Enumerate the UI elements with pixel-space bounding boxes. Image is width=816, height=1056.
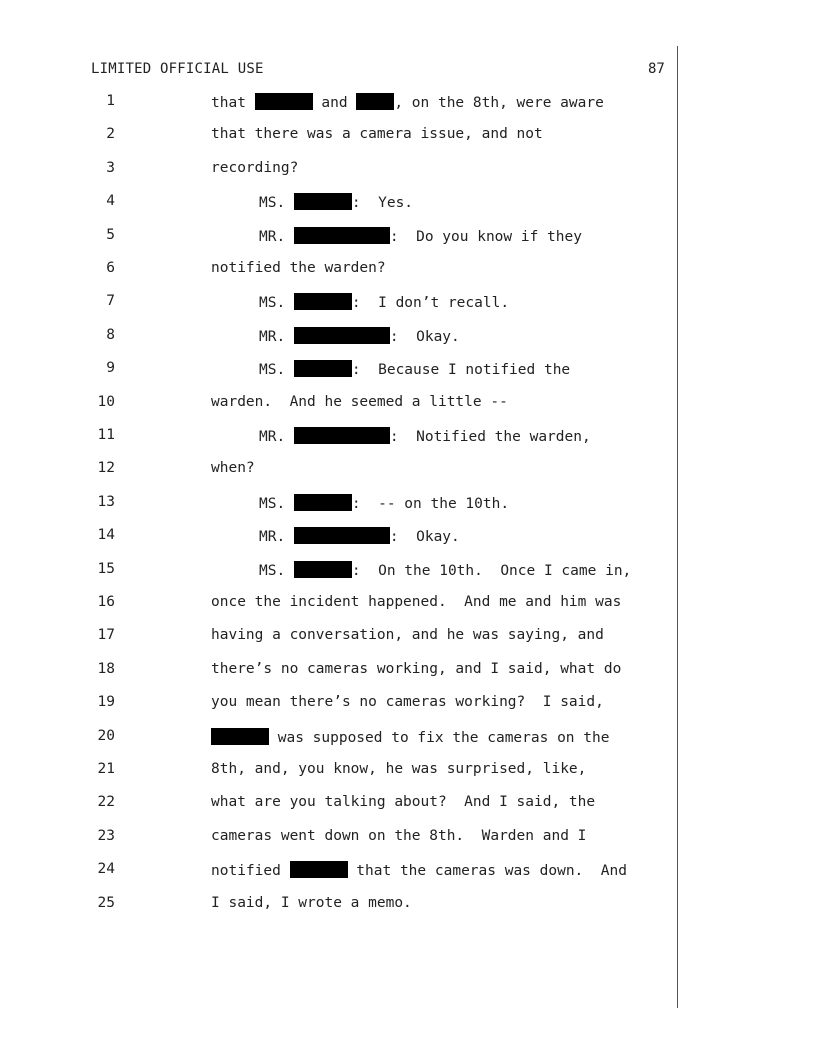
line-number: 20 <box>97 727 115 744</box>
transcript-line <box>0 794 680 816</box>
transcript-line <box>0 160 680 182</box>
line-text <box>211 627 604 643</box>
transcript-line <box>0 360 680 382</box>
text-segment: : Yes. <box>351 195 414 212</box>
redaction-box <box>294 494 352 511</box>
transcript-line <box>0 327 680 349</box>
page-header-label: LIMITED OFFICIAL USE <box>91 61 264 77</box>
redaction-box <box>294 293 352 310</box>
transcript-line <box>0 861 680 883</box>
text-segment: : On the 10th. Once I came in, <box>351 562 632 579</box>
line-text <box>211 126 543 142</box>
line-number: 22 <box>97 794 115 811</box>
line-number: 11 <box>97 427 115 443</box>
line-text <box>211 661 621 677</box>
transcript-line <box>0 561 680 583</box>
transcript-line <box>0 828 680 850</box>
line-text <box>259 527 460 545</box>
text-segment: : Do you know if they <box>389 228 582 245</box>
line-number: 8 <box>106 326 115 343</box>
transcript-line <box>0 728 680 750</box>
line-number: 17 <box>97 627 115 644</box>
line-text <box>259 561 631 579</box>
text-segment: MS. <box>259 195 294 212</box>
text-segment: MR. <box>259 328 294 345</box>
line-number: 18 <box>97 660 115 677</box>
line-number: 13 <box>97 493 115 510</box>
line-text <box>211 895 412 911</box>
transcript-line <box>0 293 680 315</box>
line-text <box>211 594 621 610</box>
line-number: 10 <box>97 393 115 410</box>
redaction-box <box>255 93 313 110</box>
transcript-line <box>0 427 680 449</box>
line-text <box>211 761 586 777</box>
text-segment: MR. <box>259 529 294 546</box>
line-text <box>211 828 586 844</box>
text-segment: : I don’t recall. <box>351 295 510 312</box>
transcript-line <box>0 494 680 516</box>
line-number: 25 <box>97 894 115 911</box>
line-text <box>211 460 255 476</box>
transcript-line <box>0 661 680 683</box>
text-segment: having a conversation, and he was saying, and <box>211 627 604 644</box>
line-number: 24 <box>97 861 115 878</box>
redaction-box <box>294 360 352 377</box>
redaction-box <box>294 193 352 210</box>
line-number: 12 <box>97 460 115 477</box>
text-segment: MS. <box>259 295 294 312</box>
line-number: 23 <box>97 827 115 844</box>
text-segment: 8th, and, you know, he was surprised, like, <box>211 761 587 777</box>
transcript-line <box>0 227 680 249</box>
line-text <box>211 260 386 276</box>
text-segment: : Okay. <box>389 328 460 345</box>
line-text <box>259 227 582 245</box>
text-segment: MS. <box>259 562 294 579</box>
text-segment: notified <box>211 863 290 880</box>
text-segment: I said, I wrote a memo. <box>211 894 412 911</box>
line-number: 4 <box>106 193 115 210</box>
text-segment: cameras went down on the 8th. Warden and I <box>211 827 587 844</box>
line-text <box>211 93 604 111</box>
line-text <box>259 327 460 345</box>
transcript-line <box>0 627 680 649</box>
line-number: 5 <box>106 226 115 243</box>
line-number: 7 <box>106 293 115 310</box>
redaction-box <box>211 728 269 745</box>
text-segment: MS. <box>259 495 294 512</box>
redaction-box <box>294 427 390 444</box>
line-number: 19 <box>97 694 115 711</box>
line-text <box>211 160 298 176</box>
text-segment: that the cameras was down. And <box>347 863 627 880</box>
line-text <box>211 861 627 879</box>
text-segment: : Okay. <box>389 529 460 546</box>
text-segment: MR. <box>259 429 294 445</box>
text-segment: once the incident happened. And me and him was <box>211 594 622 610</box>
redaction-box <box>294 227 390 244</box>
text-segment: warden. And he seemed a little -- <box>211 393 508 410</box>
line-number: 14 <box>97 527 115 544</box>
line-number: 16 <box>97 594 115 610</box>
text-segment: , on the 8th, were aware <box>394 95 604 111</box>
text-segment: what are you talking about? And I said, the <box>211 794 596 811</box>
transcript-line <box>0 895 680 917</box>
line-number: 2 <box>106 126 115 143</box>
text-segment: MR. <box>259 228 294 245</box>
text-segment: MS. <box>259 362 294 379</box>
line-number: 9 <box>106 360 115 377</box>
text-segment: : Notified the warden, <box>389 429 591 445</box>
transcript-line <box>0 761 680 783</box>
text-segment: : -- on the 10th. <box>351 495 510 512</box>
text-segment: notified the warden? <box>211 260 386 276</box>
transcript-line <box>0 193 680 215</box>
text-segment: that there was a camera issue, and not <box>211 126 543 143</box>
transcript-line <box>0 527 680 549</box>
redaction-box <box>290 861 348 878</box>
line-text <box>259 427 591 445</box>
line-text <box>259 193 413 211</box>
line-text <box>211 394 508 410</box>
line-text <box>259 293 509 311</box>
line-number: 21 <box>97 761 115 777</box>
transcript-line <box>0 694 680 716</box>
transcript-line <box>0 594 680 616</box>
transcript-line <box>0 93 680 115</box>
transcript-line <box>0 260 680 282</box>
redaction-box <box>294 327 390 344</box>
line-text <box>211 794 595 810</box>
line-text <box>259 360 570 378</box>
text-segment: there’s no cameras working, and I said, what do <box>211 660 622 677</box>
transcript-line <box>0 126 680 148</box>
redaction-box <box>294 527 390 544</box>
transcript-line <box>0 460 680 482</box>
page-number: 87 <box>648 61 665 77</box>
line-text <box>211 728 609 746</box>
text-segment: that <box>211 95 255 111</box>
line-number: 1 <box>106 93 115 109</box>
transcript-line <box>0 394 680 416</box>
text-segment: and <box>312 95 357 111</box>
text-segment: was supposed to fix the cameras on the <box>269 729 610 746</box>
line-number: 15 <box>97 560 115 577</box>
redaction-box <box>356 93 394 110</box>
line-text <box>211 694 604 710</box>
text-segment: when? <box>211 460 255 477</box>
redaction-box <box>294 561 352 578</box>
line-number: 3 <box>106 159 115 176</box>
text-segment: recording? <box>211 159 299 176</box>
line-number: 6 <box>106 260 115 276</box>
text-segment: you mean there’s no cameras working? I said, <box>211 694 604 711</box>
line-text <box>259 494 509 512</box>
text-segment: : Because I notified the <box>351 362 571 379</box>
